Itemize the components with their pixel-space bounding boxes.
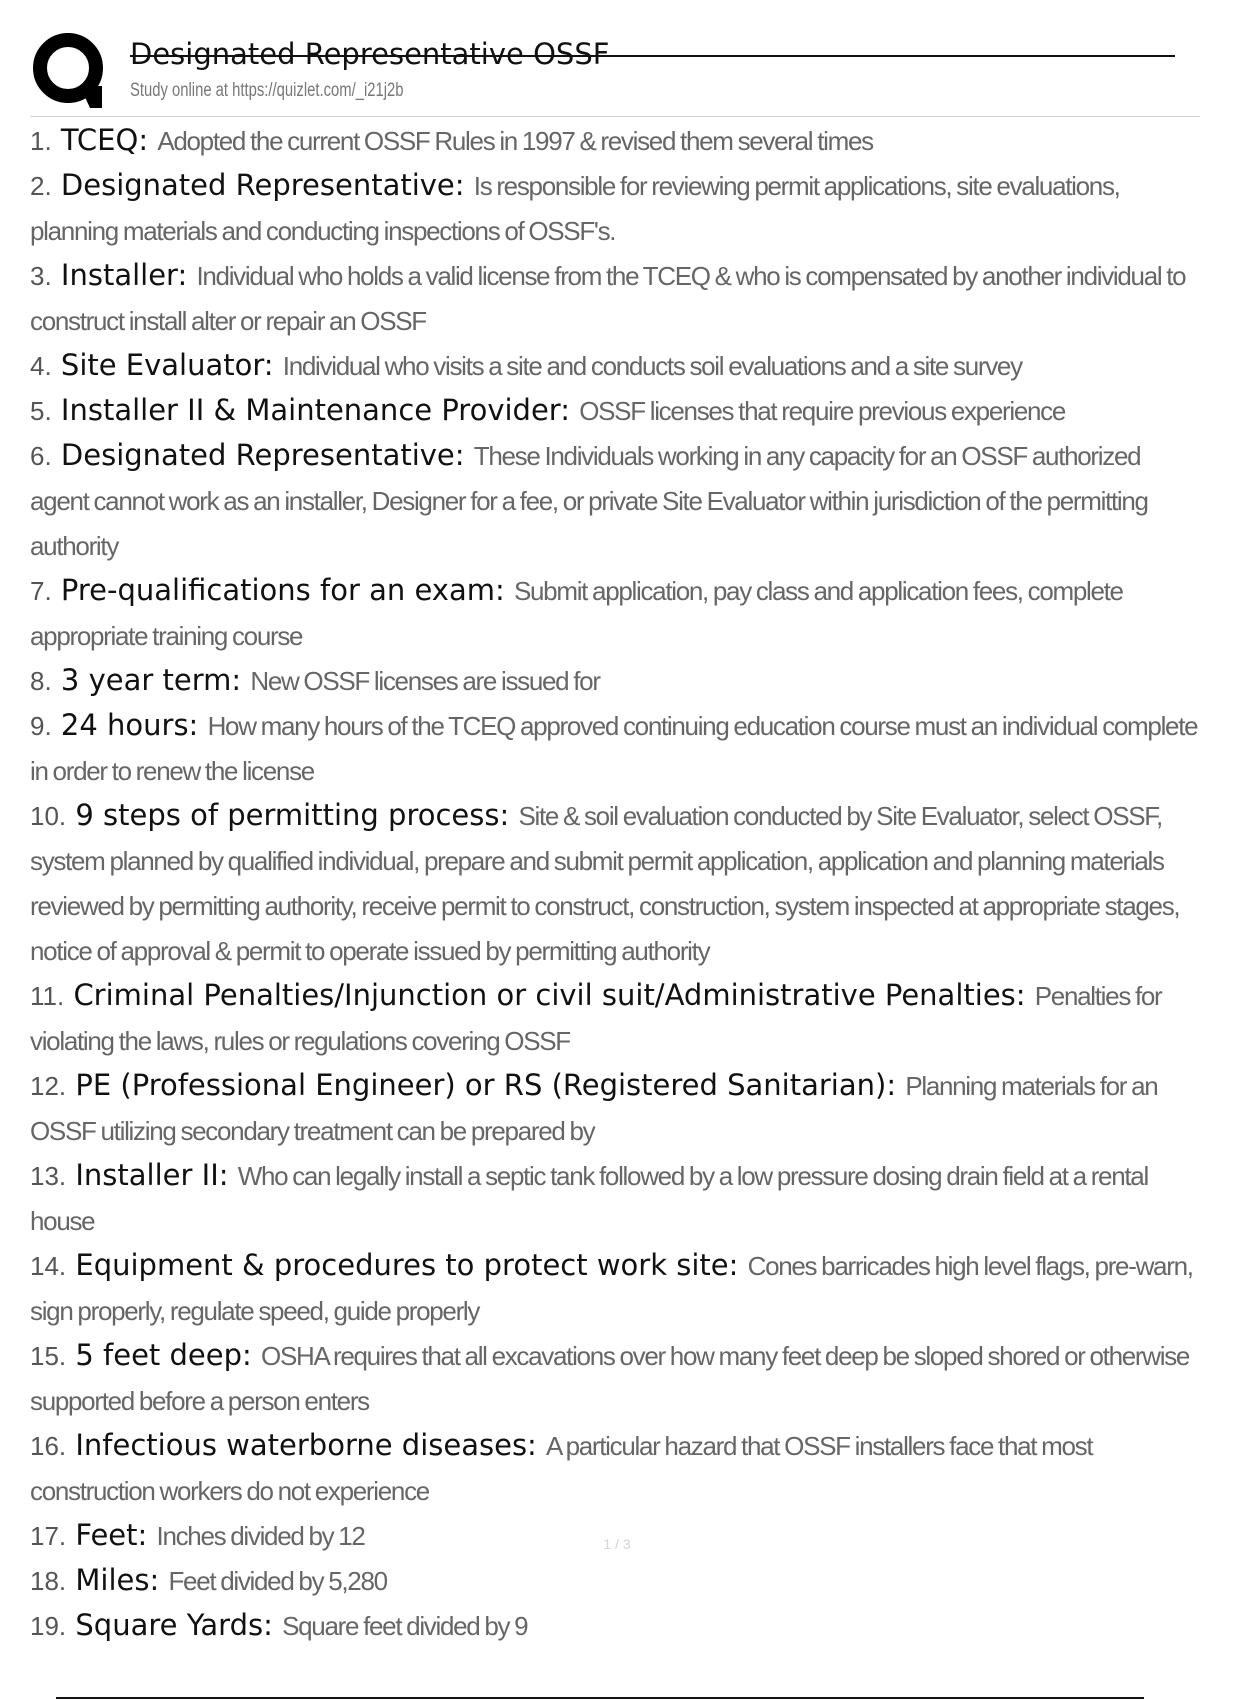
item-term: Infectious waterborne diseases: [75,1428,537,1462]
item-definition: Submit application, pay class and application fees, complete appropriate training course [30,576,1123,651]
item-term: Criminal Penalties/Injunction or civil suit/Administrative Penalties: [73,978,1026,1012]
item-number: 9. [30,711,52,741]
item-number: 14. [30,1251,67,1281]
list-item [30,163,1200,253]
item-definition: Individual who visits a site and conducts soil evaluations and a site survey [282,351,1022,381]
list-item [30,118,1200,163]
list-item [30,253,1200,343]
item-definition: New OSSF licenses are issued for [250,666,600,696]
list-item [30,1558,1200,1603]
item-term: Installer II: [75,1158,229,1192]
item-number: 16. [30,1431,67,1461]
item-term: Feet: [75,1518,148,1552]
flashcard-list [30,118,1200,1642]
item-number: 18. [30,1566,67,1596]
item-definition: Square feet divided by 9 [282,1611,528,1641]
item-definition: Cones barricades high level flags, pre-warn, sign properly, regulate speed, guide properly [30,1251,1193,1326]
item-number: 5. [30,396,52,426]
item-definition: OSHA requires that all excavations over how many feet deep be sloped shored or otherwise supported before a person enters [30,1341,1190,1416]
item-term: Designated Representative: [60,438,465,472]
item-definition: Site & soil evaluation conducted by Site Evaluator, select OSSF, system planned by qualified individual, prepare and submit permit application, application and planning materials reviewed by permitting authority, receive permit to construct, construction, system inspected at appropriate stages, notice of approval & permit to operate issued by permitting authority [30,801,1180,966]
item-definition: Is responsible for reviewing permit applications, site evaluations, planning materials and conducting inspections of OSSF's. [30,171,1120,246]
item-definition: Individual who holds a valid license from the TCEQ & who is compensated by another individual to construct install alter or repair an OSSF [30,261,1186,336]
item-term: Miles: [75,1563,160,1597]
item-number: 8. [30,666,52,696]
list-item [30,433,1200,568]
list-item [30,658,1200,703]
list-item [30,703,1200,793]
item-term: Equipment & procedures to protect work site: [75,1248,739,1282]
list-item [30,1423,1200,1513]
item-term: 5 feet deep: [75,1338,252,1372]
item-definition: Inches divided by 12 [156,1521,365,1551]
item-term: Site Evaluator: [60,348,274,382]
item-number: 6. [30,441,52,471]
list-item [30,1153,1200,1243]
item-number: 15. [30,1341,67,1371]
item-number: 7. [30,576,52,606]
item-definition: Adopted the current OSSF Rules in 1997 & revised them several times [157,126,873,156]
page-number: 1 / 3 [603,1536,631,1552]
study-online-link[interactable]: Study online at https://quizlet.com/_i21j2b [130,80,404,101]
list-item [30,973,1200,1063]
document-header [30,28,1200,118]
item-definition: Penalties for violating the laws, rules or regulations covering OSSF [30,981,1162,1056]
item-term: TCEQ: [60,123,149,157]
item-number: 2. [30,171,52,201]
item-number: 3. [30,261,52,291]
item-term: Square Yards: [75,1608,273,1642]
item-definition: Who can legally install a septic tank followed by a low pressure dosing drain field at a rental house [30,1161,1148,1236]
item-definition: A particular hazard that OSSF installers face that most construction workers do not experience [30,1431,1093,1506]
item-definition: Planning materials for an OSSF utilizing secondary treatment can be prepared by [30,1071,1158,1146]
item-definition: OSSF licenses that require previous experience [579,396,1066,426]
item-definition: Feet divided by 5,280 [168,1566,387,1596]
item-number: 4. [30,351,52,381]
item-number: 19. [30,1611,67,1641]
quizlet-logo-icon [30,30,110,110]
list-item [30,1063,1200,1153]
header-divider [30,116,1200,117]
item-term: 3 year term: [60,663,242,697]
item-term: 9 steps of permitting process: [75,798,510,832]
document-title: Designated Representative OSSF [130,37,610,71]
footer-rule [56,1697,1144,1699]
item-number: 12. [30,1071,67,1101]
list-item [30,1603,1200,1648]
item-number: 11. [30,981,65,1011]
list-item [30,1333,1200,1423]
list-item [30,793,1200,973]
item-definition: These Individuals working in any capacity for an OSSF authorized agent cannot work as an installer, Designer for a fee, or private Site Evaluator within jurisdiction of the permitting authority [30,441,1148,561]
item-term: Designated Representative: [60,168,465,202]
item-term: PE (Professional Engineer) or RS (Registered Sanitarian): [75,1068,897,1102]
item-number: 17. [30,1521,67,1551]
item-term: Pre-qualifications for an exam: [60,573,505,607]
item-term: Installer: [60,258,188,292]
list-item [30,1243,1200,1333]
item-term: Installer II & Maintenance Provider: [60,393,570,427]
item-term: 24 hours: [60,708,199,742]
list-item [30,568,1200,658]
item-number: 10. [30,801,67,831]
item-definition: How many hours of the TCEQ approved continuing education course must an individual complete in order to renew the license [30,711,1198,786]
list-item [30,388,1200,433]
item-number: 1. [30,126,52,156]
list-item [30,343,1200,388]
item-number: 13. [30,1161,67,1191]
title-block [130,36,609,102]
